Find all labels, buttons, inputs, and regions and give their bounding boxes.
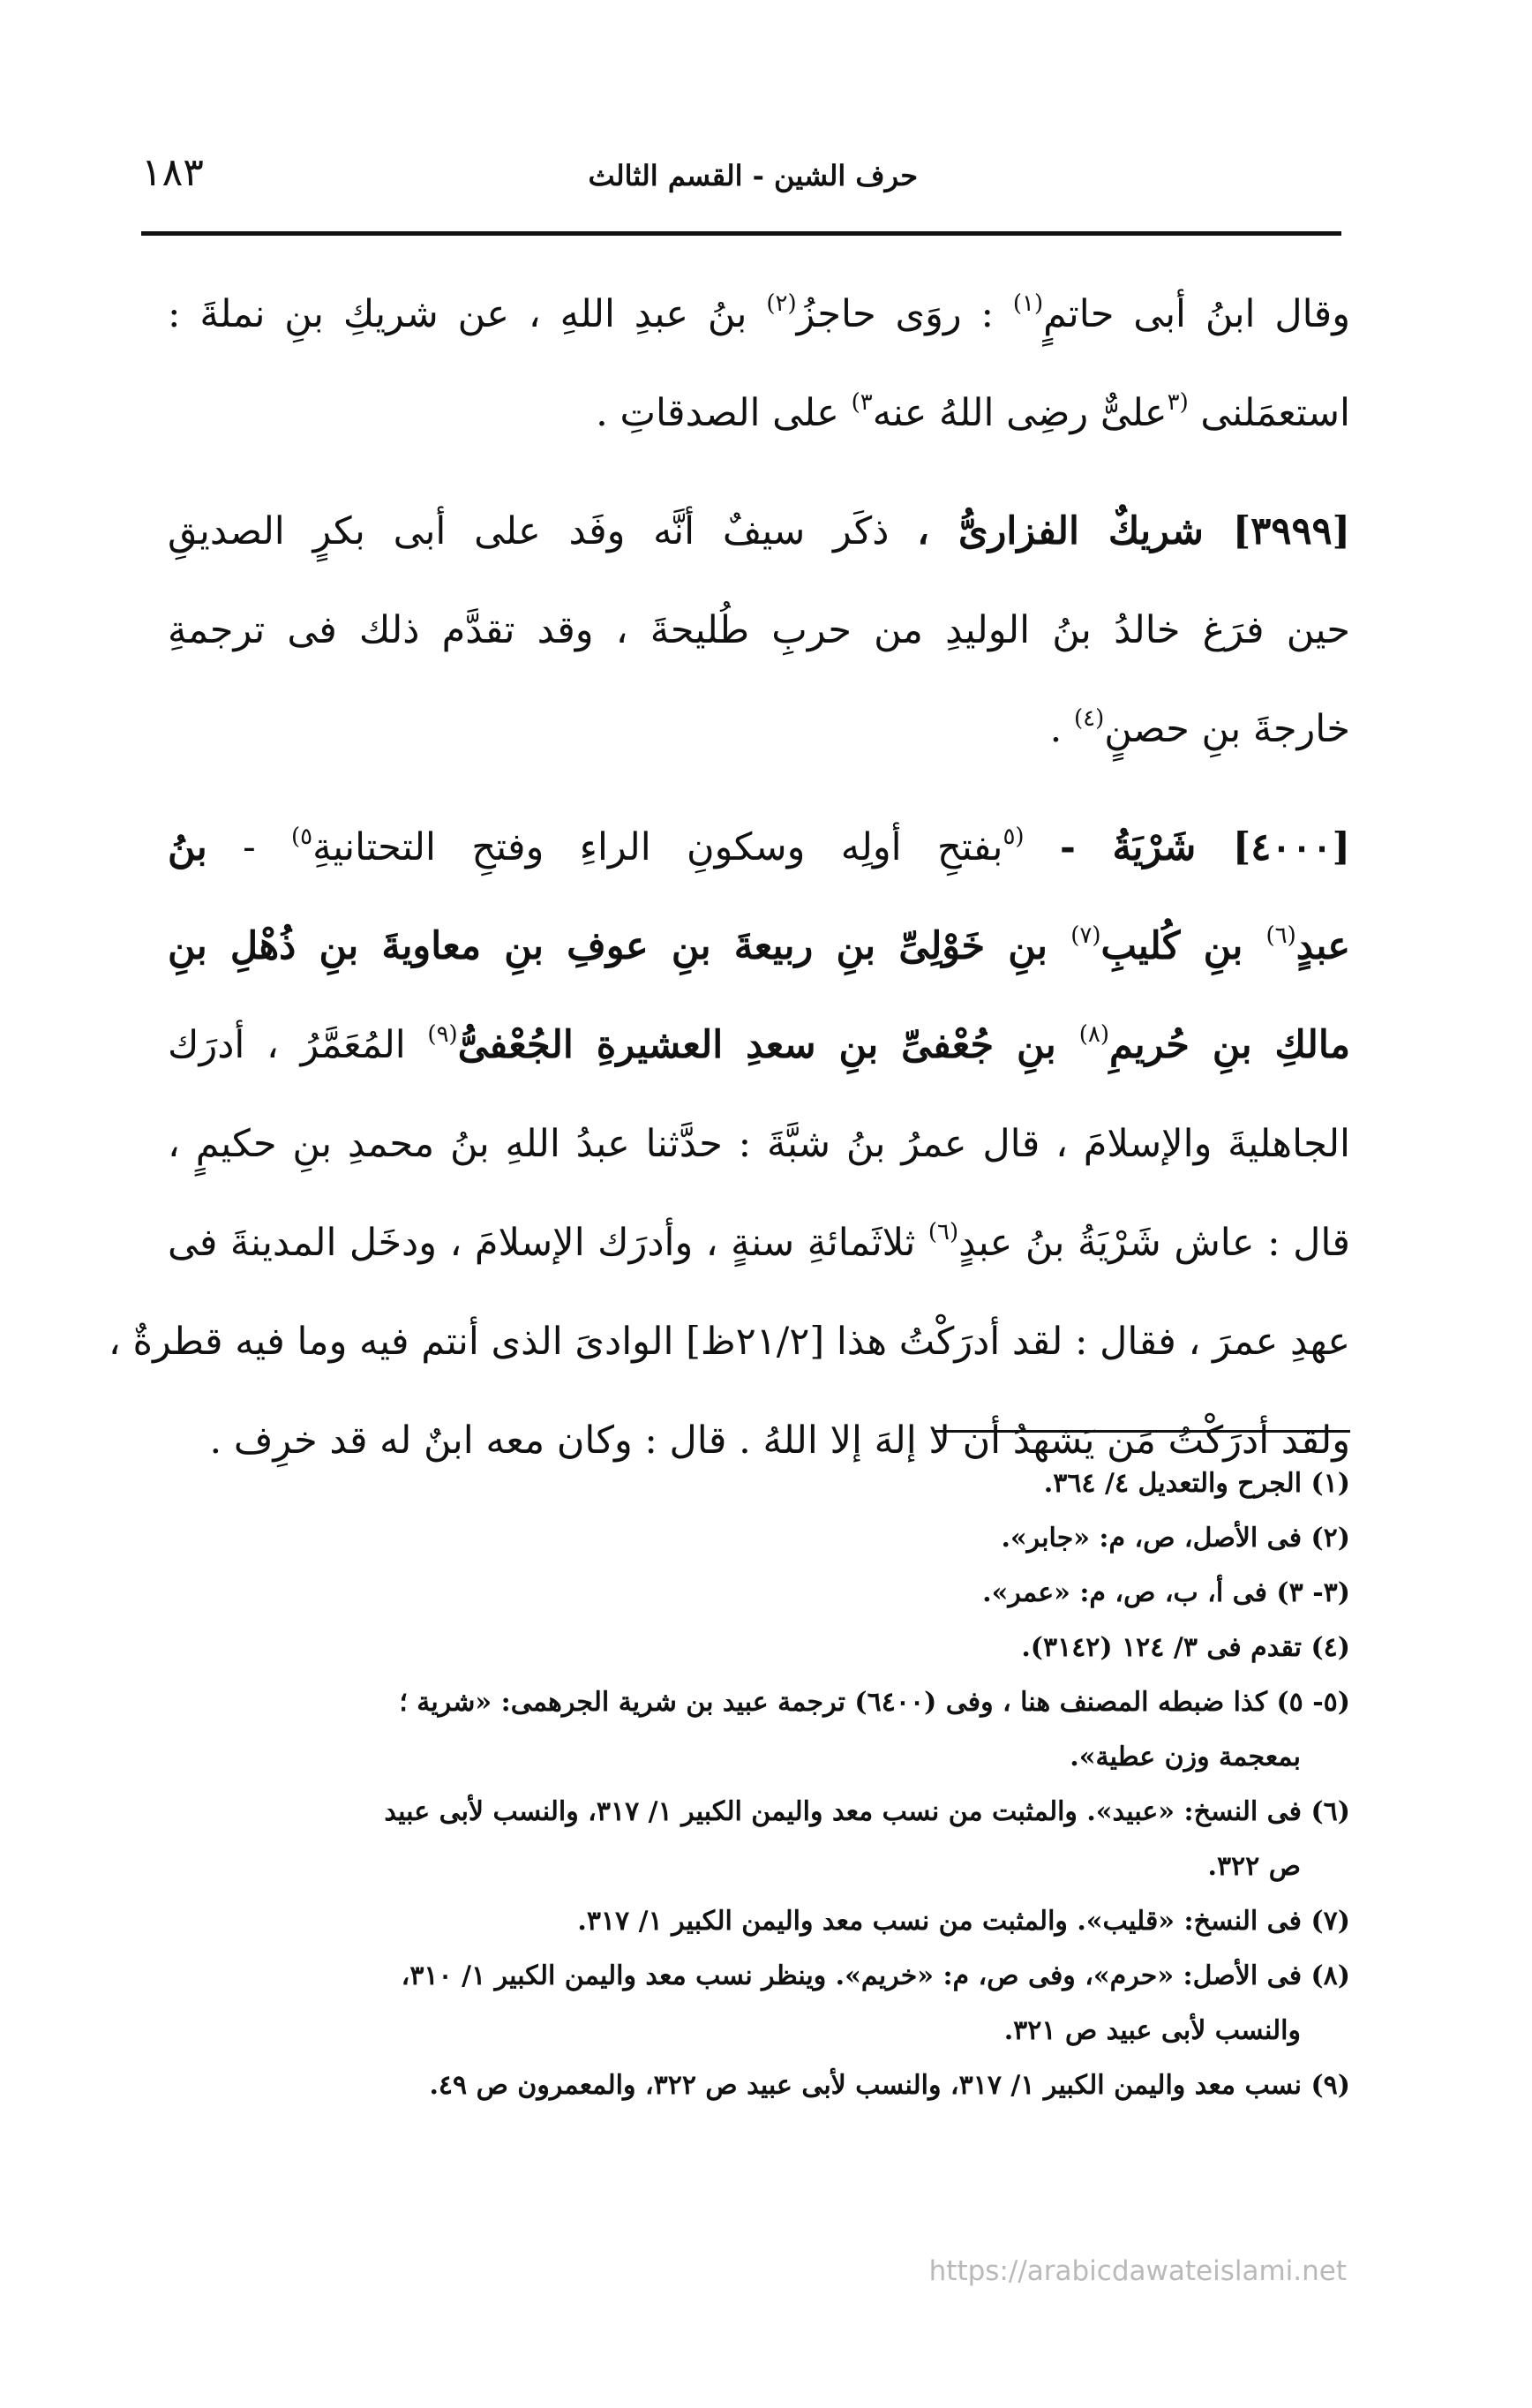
main-text	[108, 265, 1351, 1490]
footnote	[168, 1949, 1350, 2058]
text-line	[168, 1095, 1350, 1193]
entry-heading-text: بنُ	[168, 825, 207, 869]
footnote-continuation: ص ٣٢٢.	[1207, 1851, 1301, 1882]
text-line	[168, 482, 1350, 581]
entry-heading-text: [٤٠٠٠] شَرْيَةُ -	[1059, 825, 1350, 869]
footnote-marker: (٦)	[927, 1219, 959, 1245]
text-run: ذكَر سيفٌ أنَّه وفَد على أبى بكرٍ الصديقِ	[168, 509, 918, 553]
running-head: حرف الشين - القسم الثالث	[588, 159, 918, 192]
footnote-marker: (٤)	[1073, 705, 1105, 732]
footnote-marker: (٦)	[1265, 922, 1296, 949]
footnote-marker: (١)	[1012, 290, 1044, 317]
text-run: .	[1049, 707, 1074, 751]
text-run: على الصدقاتِ .	[596, 391, 852, 435]
footnote	[168, 2058, 1350, 2113]
footnote-marker: ٥)	[290, 824, 313, 850]
text-run: قال : عاش شَرْيَةُ بنُ عبدٍ	[958, 1221, 1350, 1265]
text-run: بفتحِ أولِه وسكونِ الراءِ وفتحِ التحتانيةِ	[312, 825, 1003, 869]
text-line	[168, 581, 1350, 680]
footnote-continuation: بمعجمة وزن عطية».	[1070, 1742, 1301, 1772]
entry-heading-text: بنِ كُليبِ	[1100, 924, 1266, 968]
footnote	[168, 1675, 1350, 1785]
text-line	[168, 680, 1350, 779]
page-header	[141, 150, 1350, 212]
footnote-text: (٢) فى الأصل، ص، م: «جابر».	[1001, 1523, 1350, 1554]
footnote-text: (٨) فى الأصل: «حرم»، وفى ص، م: «خريم». وينظر نسب معد واليمن الكبير ١/ ٣١٠،	[401, 1960, 1350, 1991]
text-run: علىٌّ رضِى اللهُ عنه	[872, 391, 1168, 435]
footnotes	[168, 1456, 1350, 2113]
entry-heading-text: بنِ خَوْلِىِّ بنِ ربيعةَ بنِ عوفِ بنِ معاويةَ بنِ ذُهْلِ بنِ	[168, 924, 1071, 968]
entry-heading-text: [٣٩٩٩] شريكٌ الفزارىُّ ،	[917, 509, 1350, 553]
text-run	[1025, 825, 1060, 869]
footnote-text: (٤) تقدم فى ٣/ ١٢٤ (٣١٤٢).	[1021, 1632, 1350, 1663]
footnote-text: (٦) فى النسخ: «عبيد». والمثبت من نسب معد واليمن الكبير ١/ ٣١٧، والنسب لأبى عبيد	[384, 1796, 1350, 1827]
page-number: ١٨٣	[141, 150, 204, 195]
text-run: ثلاثَمائةِ سنةٍ ، وأدرَك الإسلامَ ، ودخَل المدينةَ فى	[168, 1221, 928, 1265]
footnote-text: (٩) نسب معد واليمن الكبير ١/ ٣١٧، والنسب لأبى عبيد ص ٣٢٢، والمعمرون ص ٤٩.	[429, 2070, 1350, 2101]
footnote-marker: (٣	[1167, 389, 1189, 416]
text-run: وقال ابنُ أبى حاتمٍ	[1043, 292, 1351, 336]
text-line	[168, 265, 1350, 364]
text-run: حين فرَغ خالدُ بنُ الوليدِ من حربِ طُليحةَ ، وقد تقدَّم ذلك فى ترجمةِ	[168, 608, 1350, 652]
footnote-marker: (٩)	[427, 1021, 458, 1048]
text-line	[108, 1292, 1350, 1391]
footnote	[168, 1785, 1350, 1894]
text-line	[168, 897, 1350, 996]
text-run: خارجةَ بنِ حصنٍ	[1104, 707, 1350, 751]
text-line	[168, 1193, 1350, 1292]
text-line	[168, 364, 1350, 463]
footnote	[168, 1456, 1350, 1511]
text-run: الجاهليةَ والإسلامَ ، قال عمرُ بنُ شبَّةَ : حدَّثنا عبدُ اللهِ بنُ محمدِ بنِ حكيمٍ ،	[168, 1122, 1350, 1166]
footnote-text: (٧) فى النسخ: «قليب». والمثبت من نسب معد واليمن الكبير ١/ ٣١٧.	[577, 1906, 1350, 1937]
text-run: بنُ عبدِ اللهِ ، عن شريكِ بنِ نملةَ :	[168, 292, 767, 336]
text-run: -	[207, 825, 291, 869]
footnote-continuation: والنسب لأبى عبيد ص ٣٢١.	[1003, 2015, 1301, 2046]
footnote	[168, 1511, 1350, 1566]
text-line	[168, 996, 1350, 1095]
footnote-marker: (٥	[1003, 824, 1025, 850]
footnote-marker: ٣)	[851, 389, 873, 416]
entry-heading-text: عبدٍ	[1295, 924, 1350, 968]
text-run: استعمَلنى	[1188, 391, 1350, 435]
footnote-marker: (٧)	[1070, 922, 1101, 949]
header-rule	[141, 231, 1341, 236]
paragraph-gap	[168, 779, 1350, 798]
watermark-url: https://arabicdawateislami.net	[928, 2255, 1347, 2287]
entry-heading-text: مالكِ بنِ حُريمِ	[1108, 1023, 1350, 1067]
footnote-text: (١) الجرح والتعديل ٤/ ٣٦٤.	[1043, 1468, 1350, 1499]
footnote-separator	[935, 1430, 1350, 1433]
paragraph-gap	[168, 463, 1350, 482]
footnote-marker: (٢)	[766, 290, 797, 317]
footnote	[168, 1894, 1350, 1949]
footnote	[168, 1566, 1350, 1621]
text-run: عهدِ عمرَ ، فقال : لقد أدرَكْتُ هذا [٢١/٢ظ] الوادىَ الذى أنتم فيه وما فيه قطرةٌ ،	[108, 1320, 1350, 1364]
footnote	[168, 1621, 1350, 1675]
footnote-text: (٣- ٣) فى أ، ب، ص، م: «عمر».	[982, 1577, 1350, 1608]
text-run: ولقد أدرَكْتُ مَن يَشهدُ أن لا إلهَ إلا اللهُ . قال : وكان معه ابنٌ له قد خرِف .	[209, 1418, 1350, 1463]
text-run: : روَى حاجزُ	[796, 292, 1013, 336]
footnote-marker: (٨)	[1078, 1021, 1109, 1048]
text-run: المُعَمَّرُ ، أدرَك	[168, 1023, 428, 1067]
text-line	[168, 798, 1350, 897]
footnote-text: (٥- ٥) كذا ضبطه المصنف هنا ، وفى (٦٤٠٠) ترجمة عبيد بن شرية الجرهمى: «شرية ؛	[399, 1687, 1350, 1718]
entry-heading-text: بنِ جُعْفىِّ بنِ سعدِ العشيرةِ الجُعْفىُّ	[457, 1023, 1079, 1067]
